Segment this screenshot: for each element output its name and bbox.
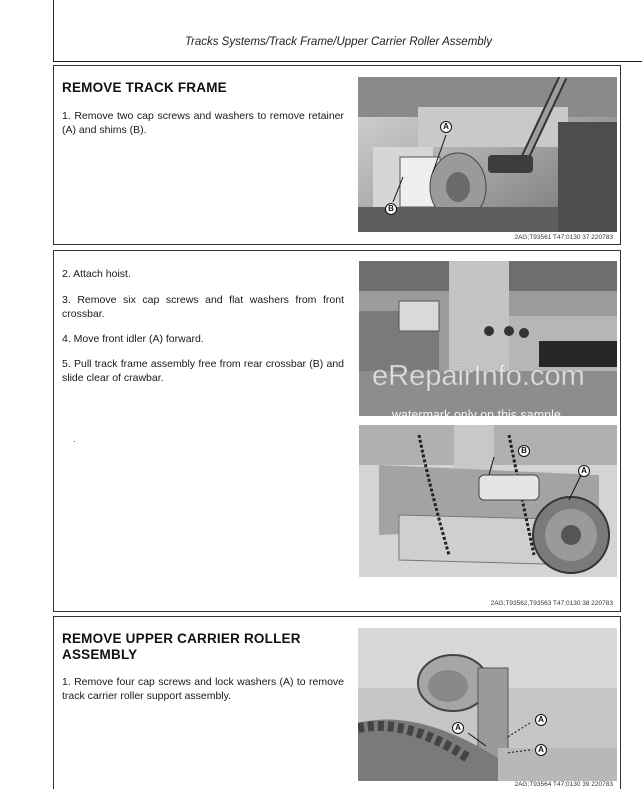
photo-reference: 2AG;T93562,T93563 T47;0130 38 220783 xyxy=(490,600,613,607)
watermark-brand: eRepairInfo.com xyxy=(372,360,585,392)
step-text: 3. Remove six cap screws and flat washers from front crossbar. xyxy=(62,294,344,320)
callout-a: A xyxy=(578,465,590,477)
carrier-roller-photo xyxy=(358,628,617,781)
step-text: 5. Pull track frame assembly free from rear crossbar (B) and slide clear of crawbar. xyxy=(62,358,344,384)
step-text: 4. Move front idler (A) forward. xyxy=(62,333,204,345)
section-heading: REMOVE UPPER CARRIER ROLLER xyxy=(62,631,301,646)
callout-b: B xyxy=(385,203,397,215)
track-frame-idler-photo xyxy=(359,425,617,577)
callout-a: A xyxy=(452,722,464,734)
step-text: 2. Attach hoist. xyxy=(62,268,131,280)
section-heading: REMOVE TRACK FRAME xyxy=(62,80,227,95)
section-heading-continued: ASSEMBLY xyxy=(62,647,138,662)
photo-illustration xyxy=(358,628,617,781)
section-remove-upper-carrier-roller xyxy=(53,616,621,789)
callout-a: A xyxy=(440,121,452,133)
photo-reference: 2AG;T93561 T47;0130 37 220783 xyxy=(514,234,613,241)
page-title: Tracks Systems/Track Frame/Upper Carrier Roller Assembly xyxy=(184,36,492,48)
step-text: 1. Remove two cap screws and washers to remove retainer (A) and shims (B). xyxy=(62,110,344,136)
step-text: 1. Remove four cap screws and lock washers (A) to remove track carrier roller support assembly. xyxy=(62,676,344,702)
watermark-note: watermark only on this sample xyxy=(392,408,561,422)
section-remove-track-frame xyxy=(53,65,621,245)
photo-reference: 2AG;T93564 T47;0130 39 220783 xyxy=(514,781,613,788)
scan-speck xyxy=(74,441,75,442)
callout-b: B xyxy=(518,445,530,457)
page-header xyxy=(53,0,642,62)
photo-illustration xyxy=(359,425,617,577)
callout-a: A xyxy=(535,744,547,756)
callout-a: A xyxy=(535,714,547,726)
retainer-shims-photo xyxy=(358,77,617,232)
section-track-frame-steps xyxy=(53,250,621,612)
